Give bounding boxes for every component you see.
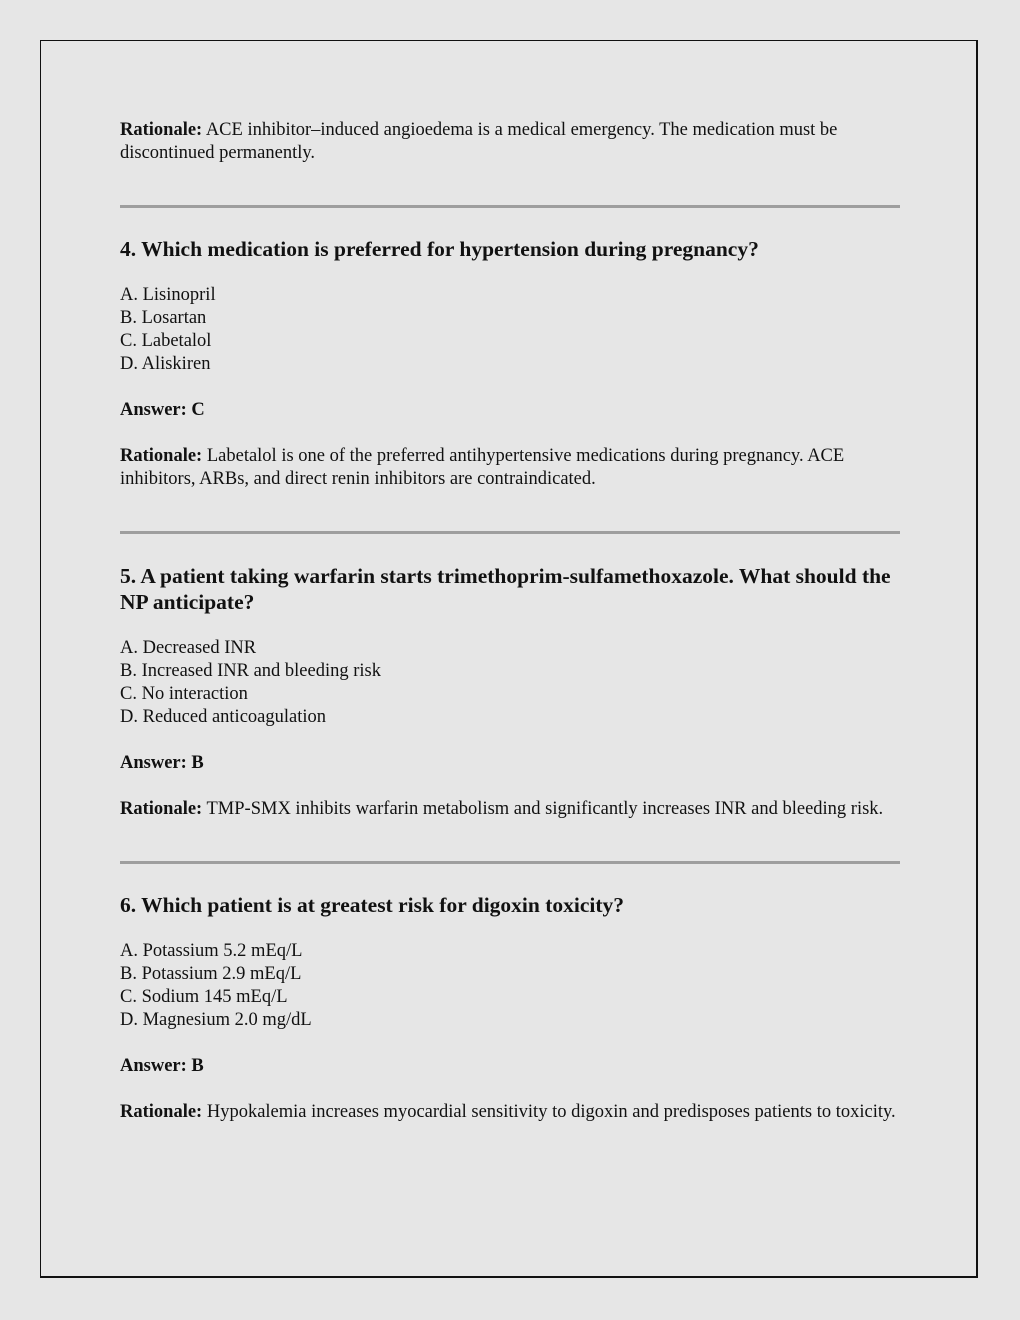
- rationale-q6: [120, 1101, 900, 1124]
- option-item: A. Lisinopril: [120, 285, 216, 305]
- rationale-q5: [120, 798, 900, 821]
- question-4-options: [120, 284, 900, 376]
- option-item: B. Potassium 2.9 mEq/L: [120, 964, 302, 984]
- question-5-title: 5. A patient taking warfarin starts trimethoprim-sulfamethoxazole. What should the NP anticipate?: [120, 564, 891, 614]
- option-item: B. Increased INR and bleeding risk: [120, 661, 381, 681]
- document-content: [120, 119, 900, 1124]
- question-6-options: [120, 940, 900, 1032]
- question-6-title: 6. Which patient is at greatest risk for digoxin toxicity?: [120, 893, 625, 917]
- rationale-text: ACE inhibitor–induced angioedema is a medical emergency. The medication must be discontinued permanently.: [120, 120, 838, 163]
- rationale-label: Rationale:: [120, 1102, 203, 1122]
- rationale-text: TMP-SMX inhibits warfarin metabolism and significantly increases INR and bleeding risk.: [202, 799, 884, 819]
- question-5-answer: Answer: B: [120, 753, 204, 773]
- rationale-label: Rationale:: [120, 120, 203, 140]
- rationale-label: Rationale:: [120, 446, 203, 466]
- rationale-text: Hypokalemia increases myocardial sensitivity to digoxin and predisposes patients to toxicity.: [202, 1102, 896, 1122]
- option-item: C. Sodium 145 mEq/L: [120, 987, 288, 1007]
- rationale-q3: [120, 119, 900, 165]
- option-item: D. Reduced anticoagulation: [120, 707, 327, 727]
- option-item: C. No interaction: [120, 684, 248, 704]
- option-item: A. Decreased INR: [120, 638, 257, 658]
- section-divider: [120, 205, 900, 208]
- section-divider: [120, 531, 900, 534]
- question-4-title: 4. Which medication is preferred for hypertension during pregnancy?: [120, 237, 759, 261]
- section-divider: [120, 861, 900, 864]
- option-item: B. Losartan: [120, 308, 207, 328]
- option-item: A. Potassium 5.2 mEq/L: [120, 941, 303, 961]
- question-6-answer: Answer: B: [120, 1056, 204, 1076]
- question-4-answer: Answer: C: [120, 400, 205, 420]
- option-item: D. Magnesium 2.0 mg/dL: [120, 1010, 312, 1030]
- question-5-options: [120, 637, 900, 729]
- option-item: D. Aliskiren: [120, 354, 211, 374]
- rationale-label: Rationale:: [120, 799, 203, 819]
- option-item: C. Labetalol: [120, 331, 212, 351]
- rationale-text: Labetalol is one of the preferred antihypertensive medications during pregnancy. ACE inhibitors, ARBs, and direct renin inhibitors are contraindicated.: [120, 446, 845, 489]
- rationale-q4: [120, 445, 900, 491]
